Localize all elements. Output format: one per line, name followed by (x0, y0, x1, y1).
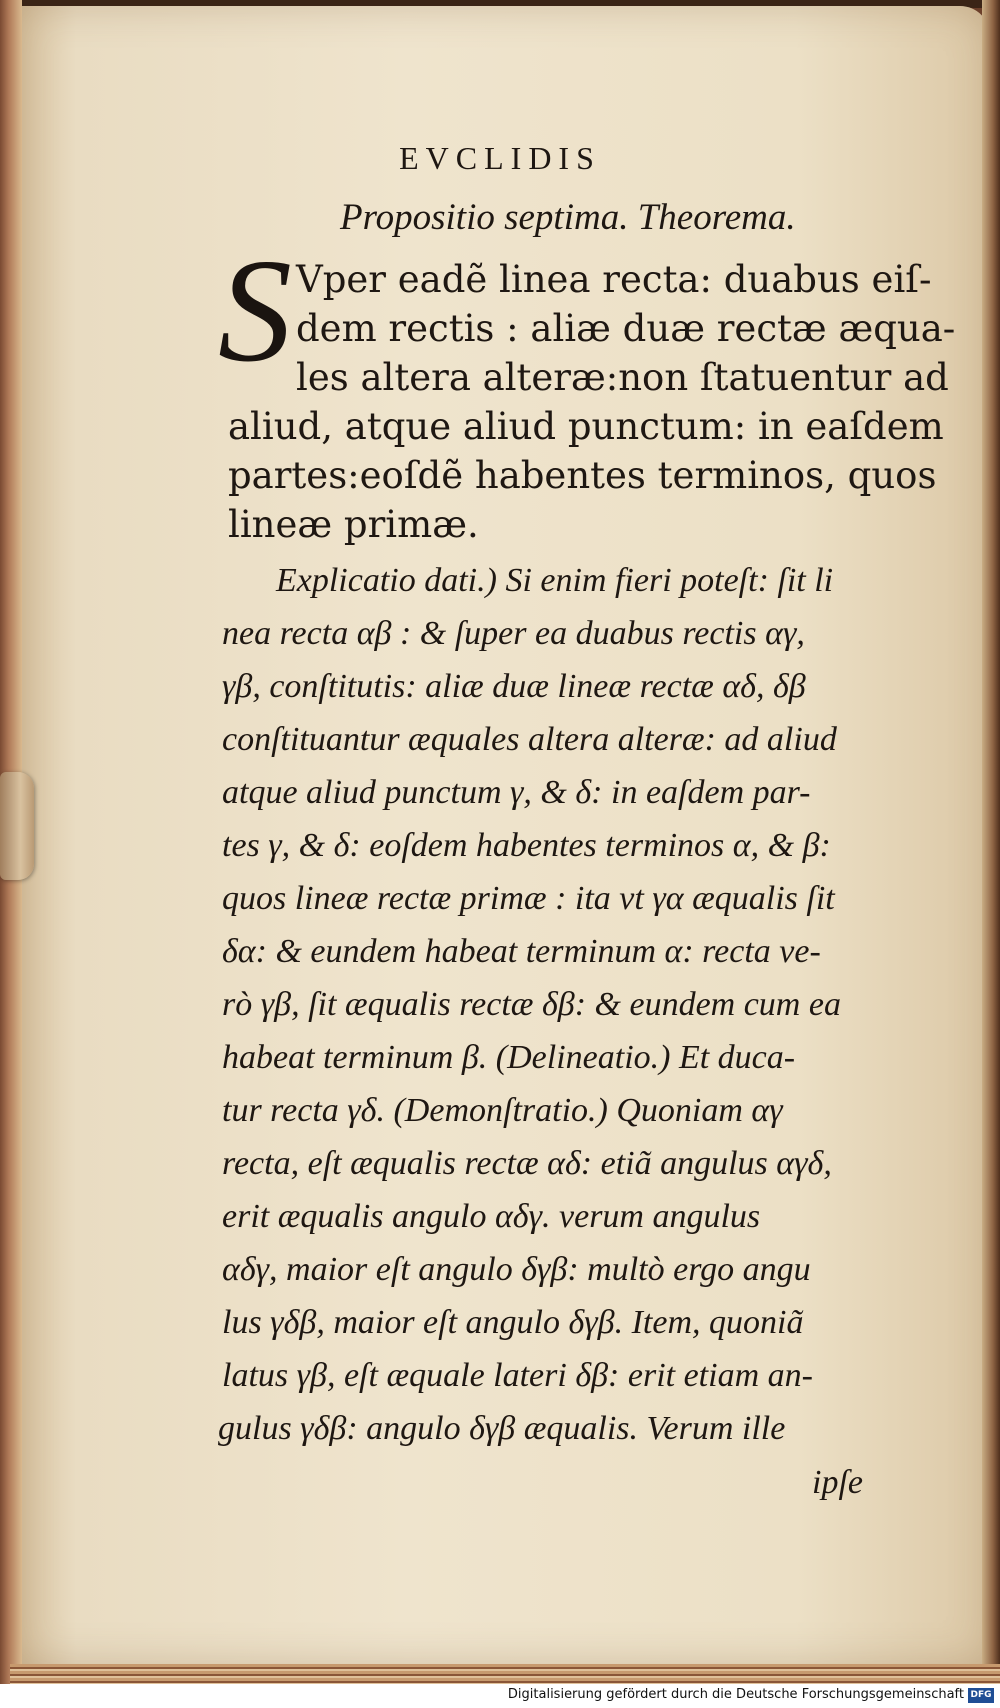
body-line: δα: & eundem habeat terminum α: recta ve- (222, 933, 821, 970)
enunciation-line: partes:eoſdẽ habentes terminos, quos (228, 454, 937, 497)
body-line: tes γ, & δ: eoſdem habentes terminos α, & β: (222, 827, 831, 864)
enunciation-line: aliud, atque aliud punctum: in eaſdem (228, 405, 944, 448)
enunciation-line: lineæ primæ. (228, 503, 479, 546)
dfg-logo-icon: DFG (968, 1688, 994, 1703)
body-line: conſtituantur æquales altera alteræ: ad aliud (222, 721, 837, 758)
book-clasp (0, 772, 34, 880)
body-line: γβ, conſtitutis: aliæ duæ lineæ rectæ αδ, δβ (222, 668, 806, 705)
footer-bar (0, 1684, 1000, 1708)
body-line: erit æqualis angulo αδγ. verum angulus (222, 1198, 761, 1235)
body-line: tur recta γδ. (Demonſtratio.) Quoniam αγ (222, 1092, 783, 1129)
body-line: Explicatio dati.) Si enim fieri poteſt: ſit li (276, 562, 834, 599)
body-line: lus γδβ, maior eſt angulo δγβ. Item, quoniã (222, 1304, 804, 1341)
running-head: EVCLIDIS (399, 140, 601, 176)
enunciation-line: dem rectis : aliæ duæ rectæ æqua- (296, 307, 956, 350)
enunciation-line: les altera alteræ:non ſtatuentur ad (296, 356, 949, 399)
page-edge-right (982, 0, 1000, 1708)
body-line: gulus γδβ: angulo δγβ æqualis. Verum ille (218, 1410, 786, 1447)
body-line: habeat terminum β. (Delineatio.) Et duca- (222, 1039, 796, 1076)
body-line: recta, eſt æqualis rectæ αδ: etiã angulus αγδ, (222, 1145, 832, 1182)
body-line: αδγ, maior eſt angulo δγβ: multò ergo angu (222, 1251, 811, 1288)
body-line: atque aliud punctum γ, & δ: in eaſdem par- (222, 774, 811, 811)
footer-credit: Digitalisierung gefördert durch die Deutsche Forschungsgemeinschaft (507, 1687, 964, 1702)
drop-cap: S (218, 229, 292, 393)
body-line: quos lineæ rectæ primæ : ita vt γα æqualis ſit (222, 880, 835, 917)
body-line: nea recta αβ : & ſuper ea duabus rectis αγ, (222, 615, 805, 652)
catchword: ipſe (812, 1464, 863, 1501)
proposition-title: Propositio septima. Theorema. (340, 197, 796, 238)
enunciation-line: Vper eadẽ linea recta: duabus eiſ- (296, 258, 932, 301)
body-line: rò γβ, ſit æqualis rectæ δβ: & eundem cum ea (222, 986, 841, 1023)
body-line: latus γβ, eſt æquale lateri δβ: erit etiam an- (222, 1357, 813, 1394)
page-edges-bottom (10, 1664, 1000, 1684)
